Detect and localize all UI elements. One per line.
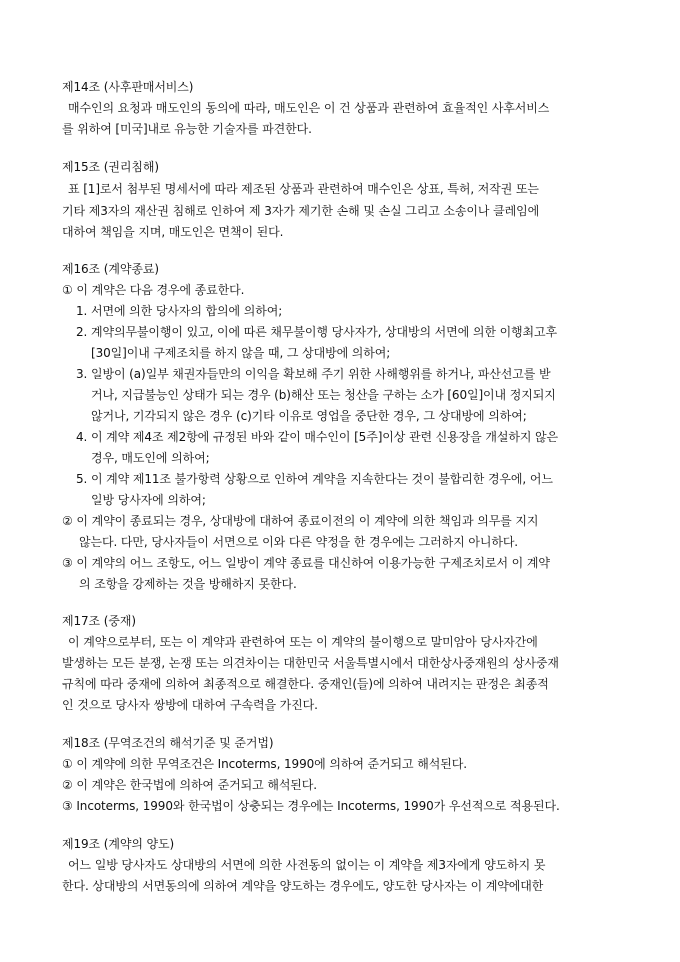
article-19-line-1: 어느 일방 당사자도 상대방의 서면에 의한 사전동의 없이는 이 계약을 제3자에게 양도하지 못: [68, 858, 546, 872]
article-17-line-2: 발생하는 모든 분쟁, 논쟁 또는 의견차이는 대한민국 서울특별시에서 대한상사중재원의 상사중재: [62, 656, 559, 670]
article-15-line-3: 대하여 책임을 지며, 매도인은 면책이 된다.: [62, 225, 284, 239]
article-15-line-2: 기타 제3자의 재산권 침해로 인하여 제 3자가 제기한 손해 및 손실 그리고 소송이나 클레임에: [62, 204, 540, 218]
article-17-title: 제17조 (중재): [62, 614, 136, 628]
article-16-para-2-cont: 않는다. 다만, 당사자들이 서면으로 이와 다른 약정을 한 경우에는 그러하지 아니하다.: [79, 535, 519, 549]
article-16-item-3-cont-1: 거나, 지급불능인 상태가 되는 경우 (b)해산 또는 청산을 구하는 소가 [60일]이내 정지되지: [91, 388, 556, 402]
article-16-para-3-cont: 의 조항을 강제하는 것을 방해하지 못한다.: [79, 577, 297, 591]
article-19-line-2: 한다. 상대방의 서면동의에 의하여 계약을 양도하는 경우에도, 양도한 당사자는 이 계약에대한: [62, 879, 544, 893]
article-14-title: 제14조 (사후판매서비스): [62, 80, 194, 94]
article-15-line-1: 표 [1]로서 첨부된 명세서에 따라 제조된 상품과 관련하여 매수인은 상표, 특허, 저작권 또는: [68, 182, 539, 196]
article-18-para-1: ① 이 계약에 의한 무역조건은 Incoterms, 1990에 의하여 준거되고 해석된다.: [62, 757, 467, 771]
article-16-item-2: 2. 계약의무불이행이 있고, 이에 따른 채무불이행 당사자가, 상대방의 서면에 의한 이행최고후: [76, 325, 558, 339]
article-14-line-2: 를 위하여 [미국]내로 유능한 기술자를 파견한다.: [62, 122, 312, 136]
article-16-para-2: ② 이 계약이 종료되는 경우, 상대방에 대하여 종료이전의 이 계약에 의한 책임과 의무를 지지: [62, 514, 539, 528]
article-16-para-1: ① 이 계약은 다음 경우에 종료한다.: [62, 283, 245, 297]
article-16-title: 제16조 (계약종료): [62, 262, 159, 276]
article-18-para-3: ③ Incoterms, 1990와 한국법이 상충되는 경우에는 Incoterms, 1990가 우선적으로 적용된다.: [62, 799, 560, 813]
article-16-item-3-cont-2: 않거나, 기각되지 않은 경우 (c)기타 이유로 영업을 중단한 경우, 그 상대방에 의하여;: [91, 409, 527, 423]
article-16-para-3: ③ 이 계약의 어느 조항도, 어느 일방이 계약 종료를 대신하여 이용가능한 구제조치로서 이 계약: [62, 556, 550, 570]
article-16-item-4-cont: 경우, 매도인에 의하여;: [91, 451, 210, 465]
article-15-title: 제15조 (권리침해): [62, 160, 159, 174]
article-18-para-2: ② 이 계약은 한국법에 의하여 준거되고 해석된다.: [62, 778, 318, 792]
article-16-item-3: 3. 일방이 (a)일부 채권자들만의 이익을 확보해 주기 위한 사해행위를 하거나, 파산선고를 받: [76, 367, 551, 381]
article-16-item-1: 1. 서면에 의한 당사자의 합의에 의하여;: [76, 304, 283, 318]
article-16-item-5-cont: 일방 당사자에 의하여;: [91, 493, 206, 507]
article-14-line-1: 매수인의 요청과 매도인의 동의에 따라, 매도인은 이 건 상품과 관련하여 효율적인 사후서비스: [68, 101, 550, 115]
article-19-title: 제19조 (계약의 양도): [62, 837, 175, 851]
article-17-line-3: 규칙에 따라 중재에 의하여 최종적으로 해결한다. 중재인(들)에 의하여 내려지는 판정은 최종적: [62, 677, 549, 691]
article-16-item-5: 5. 이 계약 제11조 불가항력 상황으로 인하여 계약을 지속한다는 것이 불합리한 경우에, 어느: [76, 472, 553, 486]
article-16-item-4: 4. 이 계약 제4조 제2항에 규정된 바와 같이 매수인이 [5주]이상 관련 신용장을 개설하지 않은: [76, 430, 559, 444]
article-17-line-1: 이 계약으로부터, 또는 이 계약과 관련하여 또는 이 계약의 불이행으로 말미암아 당사자간에: [68, 635, 538, 649]
article-17-line-4: 인 것으로 당사자 쌍방에 대하여 구속력을 가진다.: [62, 698, 318, 712]
article-18-title: 제18조 (무역조건의 해석기준 및 준거법): [62, 736, 274, 750]
article-16-item-2-cont: [30일]이내 구제조치를 하지 않을 때, 그 상대방에 의하여;: [91, 346, 391, 360]
